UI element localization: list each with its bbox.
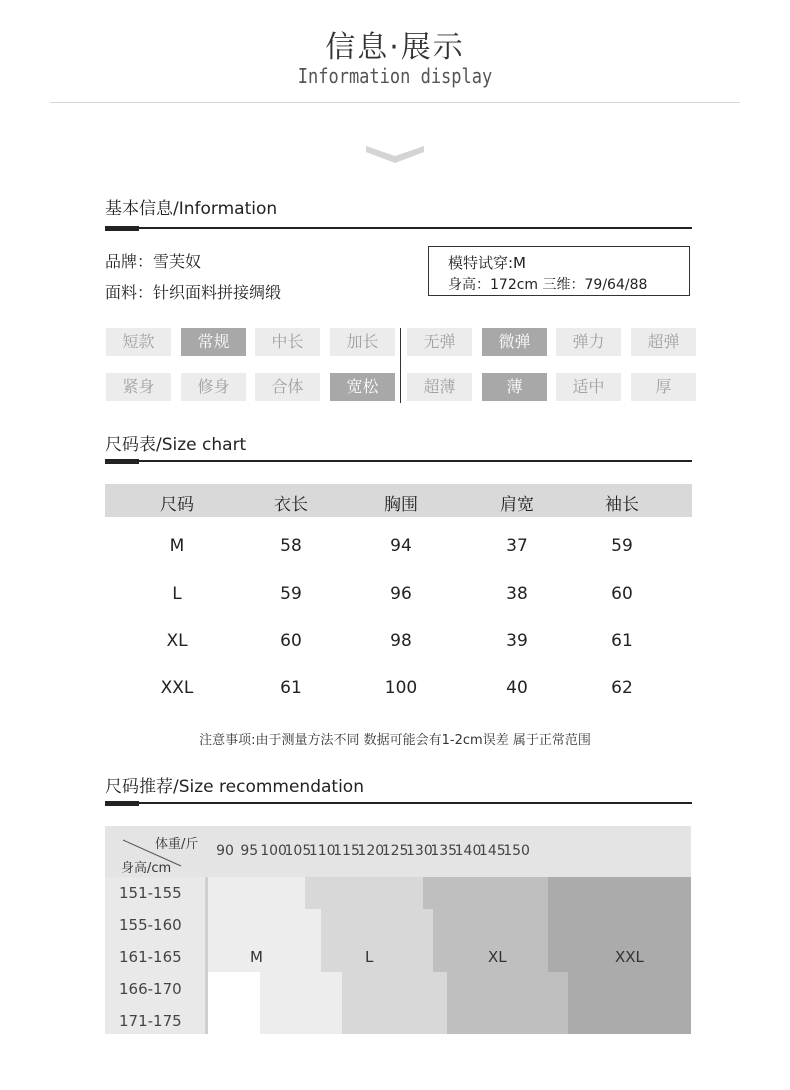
size-zone-m <box>208 909 321 972</box>
tag-row2-6: 适中 <box>556 373 621 401</box>
weight-label: 130 <box>406 843 433 859</box>
tag-row1-7: 超弹 <box>631 328 696 356</box>
tag-row2-3: 宽松 <box>330 373 395 401</box>
weight-label: 135 <box>430 843 458 859</box>
page-title: 信息·展示 <box>325 30 465 65</box>
table-cell: 61 <box>611 631 633 651</box>
weight-label: 120 <box>357 843 385 859</box>
tag-row1-0: 短款 <box>106 328 171 356</box>
tag-row1-2: 中长 <box>255 328 320 356</box>
weight-label: 145 <box>478 843 506 859</box>
tag-row1-3: 加长 <box>330 328 395 356</box>
header-divider <box>50 102 740 103</box>
size-zone-xxl <box>548 877 691 909</box>
fabric-text: 面料：针织面料拼接绸缎 <box>105 283 282 302</box>
section-marker <box>105 801 139 806</box>
weight-label: 100 <box>260 843 287 859</box>
table-header-cell: 袖长 <box>605 495 639 515</box>
brand-text: 品牌：雪芙奴 <box>105 252 202 271</box>
tag-row2-0: 紧身 <box>106 373 171 401</box>
size-zone-label: M <box>250 948 263 966</box>
table-cell: 59 <box>611 536 633 556</box>
tag-row1-5: 微弹 <box>482 328 547 356</box>
weight-label: 140 <box>454 843 482 859</box>
table-header-cell: 衣长 <box>274 495 308 515</box>
tag-row2-1: 修身 <box>181 373 246 401</box>
size-zone-xl <box>447 972 568 1034</box>
model-fit-text: 模特试穿:M <box>448 254 526 272</box>
section-divider <box>105 802 692 804</box>
size-zone-label: XXL <box>615 948 644 966</box>
table-cell: 59 <box>280 584 302 604</box>
table-cell: 40 <box>506 678 528 698</box>
height-label: 155-160 <box>119 916 182 934</box>
tag-divider <box>400 328 401 403</box>
section-title-size-chart: 尺码表/Size chart <box>105 435 247 455</box>
size-zone-xxl <box>568 972 691 1034</box>
table-cell: 60 <box>611 584 633 604</box>
size-zone-m <box>260 972 342 1034</box>
section-divider <box>105 227 692 229</box>
weight-label: 110 <box>308 843 336 859</box>
model-measure-text: 身高：172cm 三维：79/64/88 <box>448 277 648 293</box>
height-label: 171-175 <box>119 1012 182 1030</box>
size-zone-l <box>305 877 423 909</box>
table-cell: 37 <box>506 536 528 556</box>
table-cell: L <box>172 584 182 604</box>
chevron-down-icon <box>366 143 424 165</box>
section-divider <box>105 460 692 462</box>
section-marker <box>105 459 139 464</box>
size-zone-xl <box>423 877 548 909</box>
weight-label: 125 <box>381 843 409 859</box>
table-cell: 58 <box>280 536 302 556</box>
table-cell: 94 <box>390 536 412 556</box>
table-header-cell: 尺码 <box>160 495 194 515</box>
tag-row1-1: 常规 <box>181 328 246 356</box>
tag-row1-4: 无弹 <box>407 328 472 356</box>
model-info-box <box>428 246 690 296</box>
tag-row1-6: 弹力 <box>556 328 621 356</box>
weight-label: 150 <box>503 843 530 859</box>
table-cell: 98 <box>390 631 412 651</box>
corner-weight-label: 体重/斤 <box>155 837 199 852</box>
tag-row2-5: 薄 <box>482 373 547 401</box>
table-cell: 100 <box>384 678 418 698</box>
section-title-recommendation: 尺码推荐/Size recommendation <box>105 777 364 797</box>
tag-row2-2: 合体 <box>255 373 320 401</box>
table-cell: 60 <box>280 631 302 651</box>
height-label: 151-155 <box>119 884 182 902</box>
table-cell: 62 <box>611 678 633 698</box>
height-label: 161-165 <box>119 948 182 966</box>
section-marker <box>105 226 139 231</box>
table-header-cell: 胸围 <box>384 495 418 515</box>
size-recommendation-grid <box>105 826 691 1034</box>
corner-height-label: 身高/cm <box>121 861 172 876</box>
table-cell: 39 <box>506 631 528 651</box>
size-zone-label: XL <box>488 948 507 966</box>
table-cell: 38 <box>506 584 528 604</box>
height-label: 166-170 <box>119 980 182 998</box>
weight-label: 115 <box>333 843 360 859</box>
table-cell: XXL <box>160 678 194 698</box>
tag-row2-7: 厚 <box>631 373 696 401</box>
page-subtitle: Information display <box>297 64 493 88</box>
table-cell: 61 <box>280 678 302 698</box>
measurement-note: 注意事项:由于测量方法不同 数据可能会有1-2cm误差 属于正常范围 <box>199 733 591 748</box>
tag-row2-4: 超薄 <box>407 373 472 401</box>
table-cell: M <box>169 536 185 556</box>
section-title-information: 基本信息/Information <box>105 199 278 219</box>
weight-label: 95 <box>240 843 259 859</box>
size-zone-label: L <box>365 948 374 966</box>
table-cell: 96 <box>390 584 412 604</box>
weight-label: 90 <box>216 843 234 859</box>
weight-label: 105 <box>284 843 312 859</box>
table-header-cell: 肩宽 <box>500 495 534 515</box>
table-cell: XL <box>166 631 188 651</box>
